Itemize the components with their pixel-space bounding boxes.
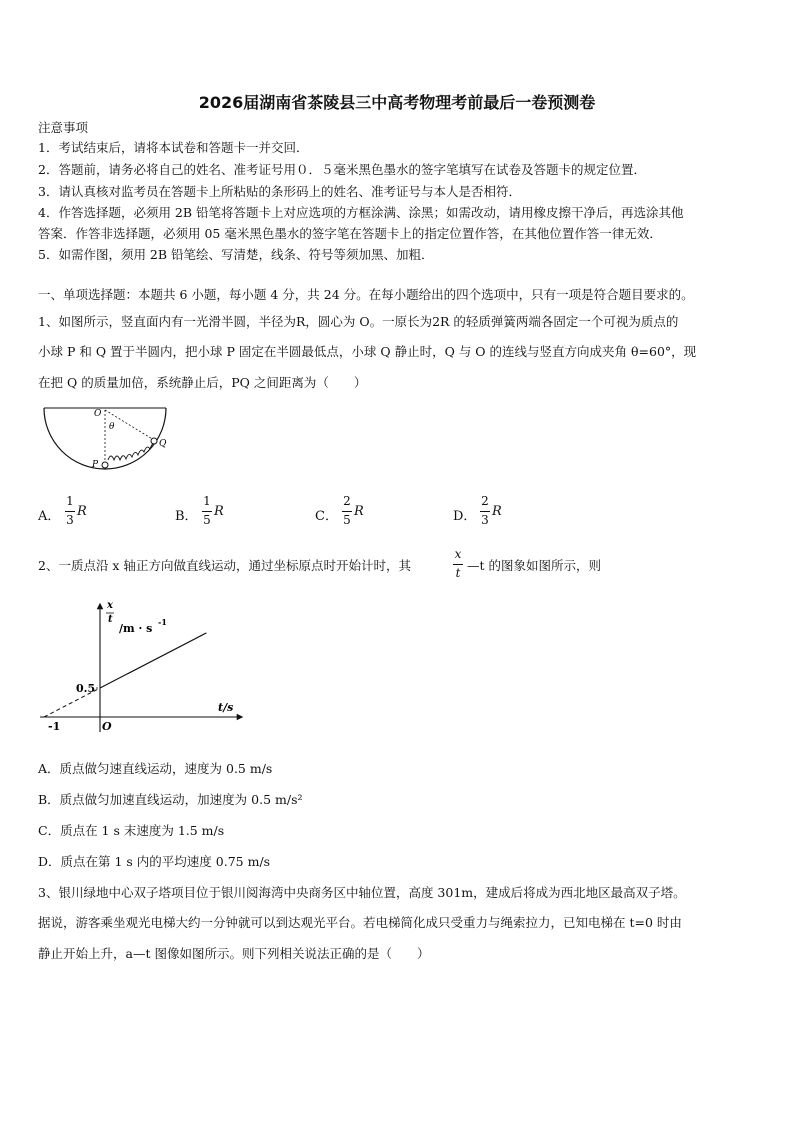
option-variable: R xyxy=(214,504,224,519)
notice-item: 3．请认真核对监考员在答题卡上所粘贴的条形码上的姓名、准考证号与本人是否相符． xyxy=(38,184,521,199)
fraction-numerator: 1 xyxy=(203,494,211,508)
section-heading: 一、单项选择题：本题共 6 小题，每小题 4 分，共 24 分。在每小题给出的四个选项中，只有一项是符合题目要求的。 xyxy=(38,287,694,302)
fig-label-P: P xyxy=(92,460,99,470)
q2-stem-a: 2、一质点沿 x 轴正方向做直线运动，通过坐标原点时开始计时，其 xyxy=(38,558,411,573)
y-axis-unit-exp: -1 xyxy=(158,617,167,627)
q2-option-b: B．质点做匀加速直线运动，加速度为 0.5 m/s² xyxy=(38,792,303,807)
fraction-denominator: 3 xyxy=(66,513,74,527)
origin-label: O xyxy=(102,720,112,733)
y-axis-num: x xyxy=(107,600,113,611)
q1-stem-line2: 小球 P 和 Q 置于半圆内，把小球 P 固定在半圆最低点，小球 Q 静止时，Q 与 O 的连线与竖直方向成夹角 θ=60°，现 xyxy=(38,344,697,359)
option-label: A． xyxy=(38,509,61,524)
notice-item: 答案．作答非选择题，必须用 05 毫米黑色墨水的签字笔在答题卡上的指定位置作答，在其他位置作答一律无效． xyxy=(38,226,662,241)
fraction-bar xyxy=(202,511,212,512)
fraction-denominator: 3 xyxy=(481,513,489,527)
fraction-numerator: 2 xyxy=(481,494,489,508)
q3-stem-line3: 静止开始上升，a—t 图像如图所示。则下列相关说法正确的是（ ） xyxy=(38,946,430,961)
y-axis-unit: /m · s xyxy=(119,622,153,635)
fraction-bar xyxy=(65,511,75,512)
option-variable: R xyxy=(354,504,364,519)
fraction-bar xyxy=(453,564,463,565)
fig-label-theta: θ xyxy=(109,422,115,432)
q2-frac-den: t xyxy=(455,566,461,580)
fraction-bar xyxy=(480,511,490,512)
q3-stem-line2: 据说，游客乘坐观光电梯大约一分钟就可以到达观光平台。若电梯简化成只受重力与绳索拉力，已知电梯在 t=0 时由 xyxy=(38,915,682,930)
q2-stem-b: —t 的图象如图所示，则 xyxy=(467,558,601,573)
y-tick-label: 0.5 xyxy=(76,682,96,695)
y-axis-den: t xyxy=(108,614,113,625)
notice-heading: 注意事项 xyxy=(38,120,89,135)
x-axis-label: t/s xyxy=(218,701,234,714)
option-label: B． xyxy=(175,509,198,524)
data-line xyxy=(100,633,206,688)
notice-item: 1．考试结束后，请将本试卷和答题卡一并交回． xyxy=(38,140,309,155)
notice-item: 2．答题前，请务必将自己的姓名、准考证号用０．５毫米黑色墨水的签字笔填写在试卷及答题卡的规定位置． xyxy=(38,162,646,177)
fraction-denominator: 5 xyxy=(343,513,351,527)
q2-option-d: D．质点在第 1 s 内的平均速度 0.75 m/s xyxy=(38,854,271,869)
q2-option-a: A．质点做匀速直线运动，速度为 0.5 m/s xyxy=(38,761,273,776)
option-label: D． xyxy=(453,509,477,524)
fraction-denominator: 5 xyxy=(203,513,211,527)
option-label: C． xyxy=(315,509,338,524)
x-tick-label: -1 xyxy=(48,720,61,733)
q3-stem-line1: 3、银川绿地中心双子塔项目位于银川阅海湾中央商务区中轴位置，高度 301m，建成后将成为西北地区最高双子塔。 xyxy=(38,885,686,900)
q1-figure xyxy=(36,402,176,482)
notice-item: 4．作答选择题，必须用 2B 铅笔将答题卡上对应选项的方框涂满、涂黑；如需改动，请用橡皮擦干净后，再选涂其他 xyxy=(38,205,684,220)
option-variable: R xyxy=(77,504,87,519)
q2-frac-num: x xyxy=(454,547,462,561)
q1-stem-line1: 1、如图所示，竖直面内有一光滑半圆，半径为R，圆心为 O。一原长为2R 的轻质弹簧两端各固定一个可视为质点的 xyxy=(38,314,679,329)
fig-label-Q: Q xyxy=(159,439,167,449)
q1-stem-line3: 在把 Q 的质量加倍，系统静止后，PQ 之间距离为（ ） xyxy=(38,375,367,390)
q2-graph xyxy=(36,600,246,735)
fig-label-O: O xyxy=(94,409,102,419)
fraction-bar xyxy=(342,511,352,512)
option-variable: R xyxy=(492,504,502,519)
fraction-numerator: 1 xyxy=(66,494,74,508)
notice-item: 5．如需作图，须用 2B 铅笔绘、写清楚，线条、符号等须加黑、加粗． xyxy=(38,247,434,262)
page-title: 2026届湖南省茶陵县三中高考物理考前最后一卷预测卷 xyxy=(198,93,596,112)
q2-option-c: C．质点在 1 s 末速度为 1.5 m/s xyxy=(38,823,225,838)
fraction-numerator: 2 xyxy=(343,494,351,508)
